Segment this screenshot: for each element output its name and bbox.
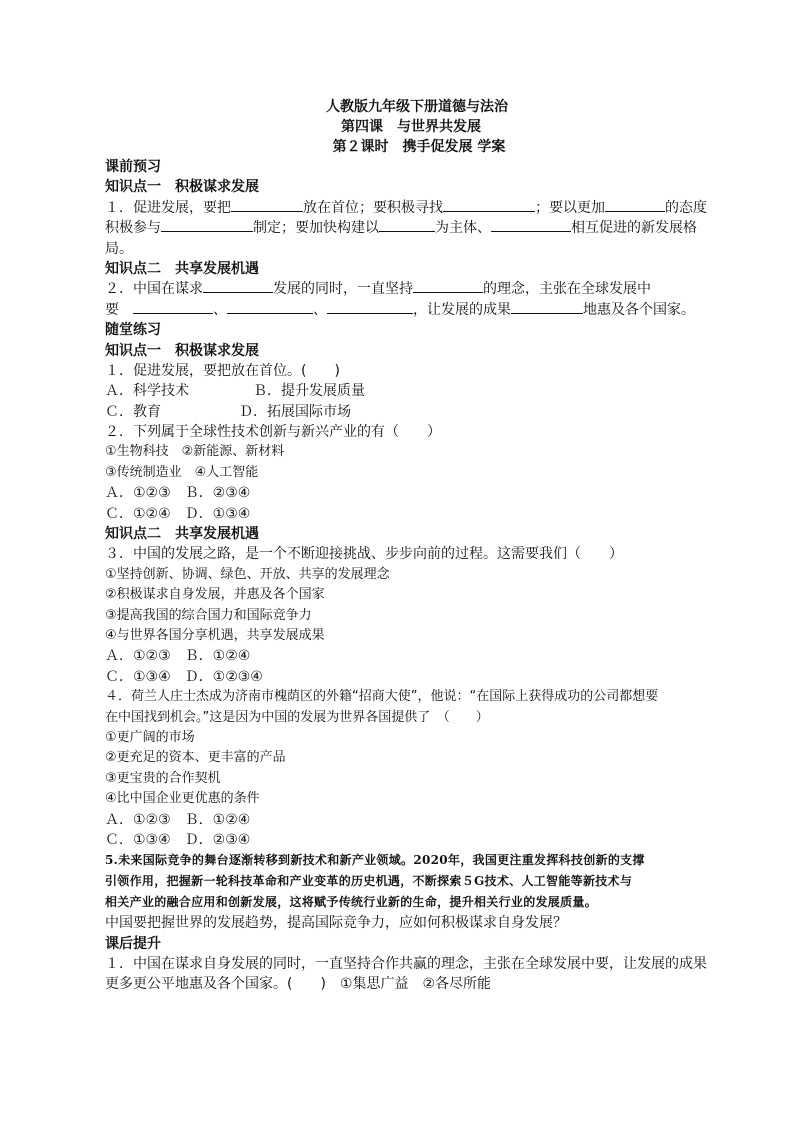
option-c[interactable]: Ｃ．教育 [105, 403, 161, 420]
practice-q4-item-3: ③更宝贵的合作契机 [105, 770, 221, 786]
practice-heading: 随堂练习 [105, 322, 161, 339]
text-segment: 的理念，主张在全球发展中 [483, 281, 651, 298]
practice-q4-stem-2: 在中国找到机会。”这是因为中国的发展为世界各国提供了 （ ） [105, 709, 489, 725]
practice-q4-options-1[interactable]: Ａ．①②③ Ｂ．①②④ [105, 811, 251, 828]
text-segment: 地惠及各个国家。 [583, 301, 695, 318]
practice-q5-material-2: 引领作用，把握新一轮科技革命和产业变革的历史机遇，不断探索５G技术、人工智能等新技术与 [105, 874, 633, 889]
preview-q1-line3: 局。 [105, 240, 133, 257]
practice-q3-stem: ３．中国的发展之路，是一个不断迎接挑战、步步向前的过程。这需要我们（ ） [105, 546, 623, 563]
preview-q1-line1 [105, 198, 717, 218]
preview-heading: 课前预习 [105, 159, 161, 175]
practice-q4-options-2[interactable]: Ｃ．①③④ Ｄ．②③④ [105, 831, 251, 848]
practice-q2-stem: ２．下列属于全球性技术创新与新兴产业的有（ ） [105, 424, 441, 441]
practice-q2-items-2: ③传统制造业 ④人工智能 [105, 464, 259, 480]
fill-blank[interactable] [231, 198, 303, 212]
text-segment: 相互促进的新发展格 [571, 220, 697, 237]
option-d[interactable]: Ｄ．拓展国际市场 [239, 403, 351, 420]
practice-kp2-title: 知识点二 共享发展机遇 [105, 526, 259, 543]
practice-q1-options-row2 [105, 402, 717, 422]
fill-blank[interactable] [203, 279, 273, 293]
text-segment: ，让发展的成果 [413, 301, 511, 318]
practice-q4-item-1: ①更广阔的市场 [105, 729, 195, 745]
fill-blank[interactable] [491, 218, 571, 232]
practice-q4-item-2: ②更充足的资本、更丰富的产品 [105, 750, 286, 766]
practice-q2-options-2[interactable]: Ｃ．①②④ Ｄ．①③④ [105, 505, 251, 522]
practice-q3-options-2[interactable]: Ｃ．①③④ Ｄ．①②③④ [105, 668, 263, 685]
fill-blank[interactable] [605, 198, 665, 212]
text-segment: ；要以更加 [535, 199, 605, 216]
practice-q3-options-1[interactable]: Ａ．①②③ Ｂ．①②④ [105, 648, 251, 665]
preview-q2-line2 [105, 300, 717, 320]
preview-q2-line1 [105, 279, 717, 299]
practice-q2-options-1[interactable]: Ａ．①②③ Ｂ．②③④ [105, 485, 251, 502]
fill-blank[interactable] [161, 218, 253, 232]
after-q1-line2: 更多更公平地惠及各个国家。( ) ①集思广益 ②各尽所能 [105, 976, 492, 993]
worksheet-document [105, 97, 717, 995]
lesson-title: 第四课 与世界共发展 [341, 119, 481, 135]
document-title: 人教版九年级下册道德与法治 [326, 99, 508, 115]
text-segment: 、 [313, 301, 327, 318]
practice-q5-material-3: 相关产业的融合应用和创新发展，这将赋予传统行业新的生命，提升相关行业的发展质量。 [105, 895, 598, 910]
practice-q3-item-3: ③提高我国的综合国力和国际竞争力 [105, 607, 312, 623]
text-segment: 放在首位；要积极寻找 [303, 199, 443, 216]
fill-blank[interactable] [413, 279, 483, 293]
text-segment: 、 [213, 301, 227, 318]
after-q1-line1: １．中国在谋求自身发展的同时，一直坚持合作共赢的理念，主张在全球发展中要，让发展的成果 [105, 956, 707, 973]
text-segment: 要 [105, 301, 119, 318]
after-class-heading: 课后提升 [105, 935, 161, 952]
option-a[interactable]: Ａ．科学技术 [105, 383, 189, 400]
text-segment: 为主体、 [435, 220, 491, 237]
practice-q3-item-2: ②积极谋求自身发展，并惠及各个国家 [105, 587, 325, 603]
option-b[interactable]: Ｂ．提升发展质量 [253, 383, 365, 400]
practice-q4-item-4: ④比中国企业更优惠的条件 [105, 791, 260, 807]
fill-blank[interactable] [327, 300, 413, 314]
practice-q3-item-4: ④与世界各国分享机遇，共享发展成果 [105, 627, 325, 643]
practice-q3-item-1: ①坚持创新、协调、绿色、开放、共享的发展理念 [105, 566, 390, 582]
fill-blank[interactable] [379, 218, 435, 232]
practice-q5-material-1: 5.未来国际竞争的舞台逐渐转移到新技术和新产业领域。2020年，我国更注重发挥科技创新的支撑 [105, 853, 645, 868]
text-segment: 积极参与 [105, 220, 161, 237]
preview-q1-line2 [105, 218, 717, 238]
practice-q2-items-1: ①生物科技 ②新能源、新材料 [105, 444, 285, 460]
text-segment: 的态度 [665, 199, 707, 216]
preview-kp1-title: 知识点一 积极谋求发展 [105, 179, 259, 196]
practice-kp1-title: 知识点一 积极谋求发展 [105, 342, 259, 359]
practice-q1-options-row1 [105, 381, 717, 401]
practice-q1-stem: １．促进发展，要把放在首位。( ) [105, 362, 340, 379]
practice-q5-question: 中国要把握世界的发展趋势，提高国际竞争力，应如何积极谋求自身发展？ [105, 915, 567, 932]
fill-blank[interactable] [133, 300, 213, 314]
text-segment: 制定；要加快构建以 [253, 220, 379, 237]
practice-q4-stem-1: ４．荷兰人庄士杰成为济南市槐荫区的外籍“招商大使”，他说：“在国际上获得成功的公司都想要 [105, 689, 659, 705]
text-segment: 发展的同时，一直坚持 [273, 281, 413, 298]
section-title: 第２课时 携手促发展 学案 [332, 139, 506, 155]
text-segment: ２．中国在谋求 [105, 281, 203, 298]
text-segment: １．促进发展，要把 [105, 199, 231, 216]
fill-blank[interactable] [443, 198, 535, 212]
fill-blank[interactable] [227, 300, 313, 314]
preview-kp2-title: 知识点二 共享发展机遇 [105, 260, 259, 277]
fill-blank[interactable] [511, 300, 583, 314]
